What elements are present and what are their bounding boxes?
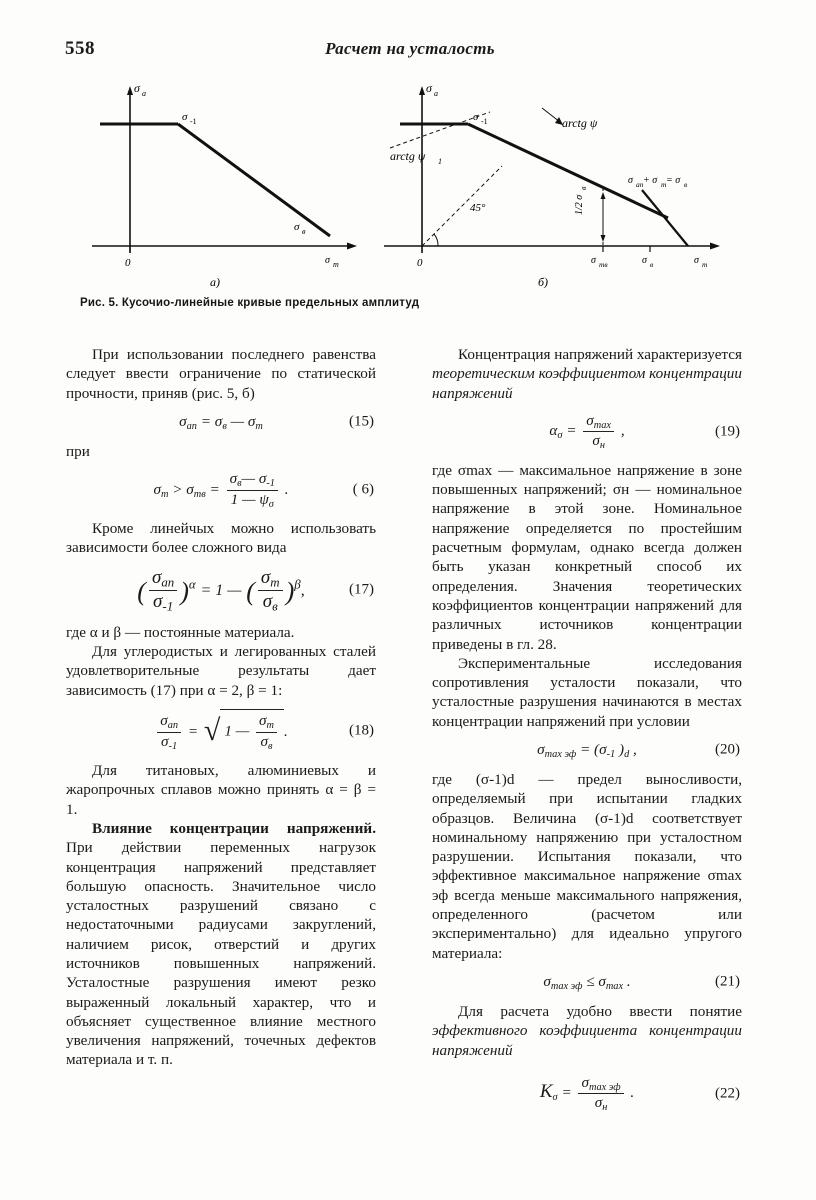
equation-number: (22)	[715, 1085, 740, 1102]
svg-text:a: a	[142, 89, 146, 98]
svg-text:σ: σ	[591, 255, 596, 266]
svg-text:σ: σ	[134, 81, 140, 95]
equation-15	[66, 412, 376, 433]
svg-text:σ: σ	[182, 111, 188, 123]
figure-caption: Рис. 5. Кусочио-линейные кривые предельных амплитуд	[80, 297, 420, 309]
paragraph-text: Для расчета удобно ввести понятие	[458, 1002, 742, 1020]
svg-text:1/2 σ: 1/2 σ	[574, 194, 585, 215]
paragraph	[432, 345, 742, 403]
equation-17	[66, 567, 376, 614]
svg-text:-1: -1	[190, 117, 197, 126]
equation-20	[432, 740, 742, 761]
equation-21	[432, 972, 742, 993]
equation-6	[66, 470, 376, 510]
equation-18	[66, 709, 376, 752]
eq21-expr: $\sigma_{max эф} \le \sigma_{max}$ .	[543, 972, 631, 992]
emphasis-term: теоретическим коэффициентом концентрации напряжений	[432, 365, 742, 402]
equation-number: (20)	[715, 741, 740, 758]
equation-number: (21)	[715, 973, 740, 990]
paragraph: Для углеродистых и легированных сталей удовлетворительные результаты дает зависимость (17) при α = 2, β = 1:	[66, 643, 376, 699]
emphasis-term: эффективного коэффициента концентрации напряжений	[432, 1022, 742, 1059]
svg-text:σ: σ	[294, 221, 300, 233]
paragraph: Кроме линейчых можно использовать зависимости более сложного вида	[66, 520, 376, 557]
svg-text:б): б)	[538, 275, 549, 288]
equation-number: (18)	[349, 722, 374, 739]
left-column	[66, 345, 376, 1070]
equation-number: (19)	[715, 423, 740, 440]
svg-text:тв: тв	[599, 260, 608, 269]
svg-text:т: т	[702, 260, 708, 269]
paragraph: где (σ-1)d — предел выносливости, определяемый при испытании гладких образцов. Величина (σ-1)d соответствует номинальному напряжению при усталостном разрушении. Испытания показали, что эффективное максимальное напряжение σmax эф всегда меньше максимального напряжения, определенного (расчетом или экспериментально) для идеально упругого материала:	[432, 771, 742, 962]
equation-number: ( 6)	[352, 481, 374, 498]
svg-text:σ: σ	[426, 81, 432, 95]
equation-22	[432, 1074, 742, 1114]
paragraph: Для титановых, алюминиевых и жаропрочных сплавов можно принять α = β = 1.	[66, 762, 376, 818]
svg-text:в: в	[302, 227, 306, 236]
paragraph-with-heading	[66, 819, 376, 1070]
paragraph	[432, 1002, 742, 1060]
paragraph-text: При действии переменных нагрузок концентрация напряжений представляет большую опасность. Значительное число усталостных разрушений связано с недостаточными радиусами закруглений, наличием рисок, отверстий и других источников повышенных напряжений. Усталостные разрушения имеют резко выраженный локальный характер, что и объясняет существенное влияние местного увеличения напряжений, точечных дефектов материала и т. п.	[66, 839, 376, 1069]
svg-text:arctg ψ: arctg ψ	[562, 116, 598, 130]
svg-text:в: в	[684, 180, 688, 189]
svg-text:т: т	[333, 260, 339, 269]
svg-text:σ: σ	[642, 255, 647, 266]
paragraph: где α и β — постоянные материала.	[66, 623, 295, 641]
svg-text:ап: ап	[636, 180, 644, 189]
svg-text:1: 1	[438, 157, 442, 166]
eq20-expr: $\sigma_{max эф} = (\sigma_{-1}$ )$_d$ ,	[537, 740, 637, 760]
svg-text:σ: σ	[628, 175, 633, 186]
svg-text:arctg ψ: arctg ψ	[390, 149, 426, 163]
diagram-b	[384, 81, 720, 288]
running-head: Расчет на усталость	[325, 39, 495, 58]
svg-text:σ: σ	[473, 111, 479, 123]
svg-text:0: 0	[125, 257, 131, 269]
svg-text:0: 0	[417, 257, 423, 269]
svg-text:a: a	[434, 89, 438, 98]
page-header	[60, 38, 760, 62]
paragraph: при	[66, 442, 90, 460]
svg-text:-1: -1	[481, 117, 488, 126]
section-heading: Влияние концентрации напряжений.	[92, 819, 376, 837]
svg-text:= σ: = σ	[666, 175, 681, 186]
figure-svg	[72, 78, 744, 288]
equation-number: (17)	[349, 581, 374, 598]
svg-text:в: в	[650, 260, 654, 269]
svg-text:σ: σ	[694, 255, 699, 266]
eq6-expr: $\sigma_m > \sigma_{тв}$ = $\frac{\sigma_в— \sigma_{-1}}{1 — \psi_\sigma}$ .	[153, 470, 289, 510]
svg-text:45°: 45°	[470, 202, 486, 214]
paragraph: где σmax — максимальное напряжение в зоне повышенных напряжений; σн — номинальное напряжение в этой зоне. Номинальное напряжение определяется по простейшим расчетным формулам, однако всегда должен быть указан конкретный способ их определения. Значения теоретических коэффициентов концентрации напряжений для различных источников концентрации приведены в гл. 28.	[432, 461, 742, 653]
svg-text:σ: σ	[325, 255, 330, 266]
svg-text:т: т	[661, 180, 667, 189]
paragraph: При использовании последнего равенства следует ввести ограничение по статической прочности, приняв (рис. 5, б)	[66, 346, 376, 402]
diagram-a	[92, 81, 357, 288]
svg-text:+ σ: + σ	[643, 175, 658, 186]
svg-text:а): а)	[210, 275, 220, 288]
svg-text:в: в	[579, 186, 588, 190]
eq15-expr: $\sigma_{ап} = \sigma_в$ — $\sigma_m$	[179, 412, 263, 432]
eq18-expr: $\frac{\sigma_{ап}}{\sigma_{-1}}$ = √ 1 — $\frac{\sigma_m}{\sigma_в}$ .	[154, 723, 288, 740]
equation-number: (15)	[349, 413, 374, 430]
page-number: 558	[65, 38, 95, 59]
equation-19	[432, 412, 742, 452]
paragraph: Экспериментальные исследования сопротивления усталости показали, что усталостные разрушения начинаются в местах концентрации напряжений при условии	[432, 654, 742, 730]
right-column	[432, 345, 742, 1123]
eq22-expr: $K_\sigma$ = $\frac{\sigma_{max эф}}{\sigma_н}$ .	[539, 1073, 635, 1114]
paragraph-text: Концентрация напряжений характеризуется	[458, 346, 742, 363]
eq17-expr: ( $\frac{\sigma_{ап}}{\sigma_{-1}}$ )$^\alpha$ = 1 — ( $\frac{\sigma_m}{\sigma_в}$ )$^\beta$,	[137, 566, 305, 614]
eq19-expr: $\alpha_\sigma$ = $\frac{\sigma_{max}}{\sigma_н}$ ,	[549, 411, 625, 452]
figure-5	[72, 78, 744, 288]
